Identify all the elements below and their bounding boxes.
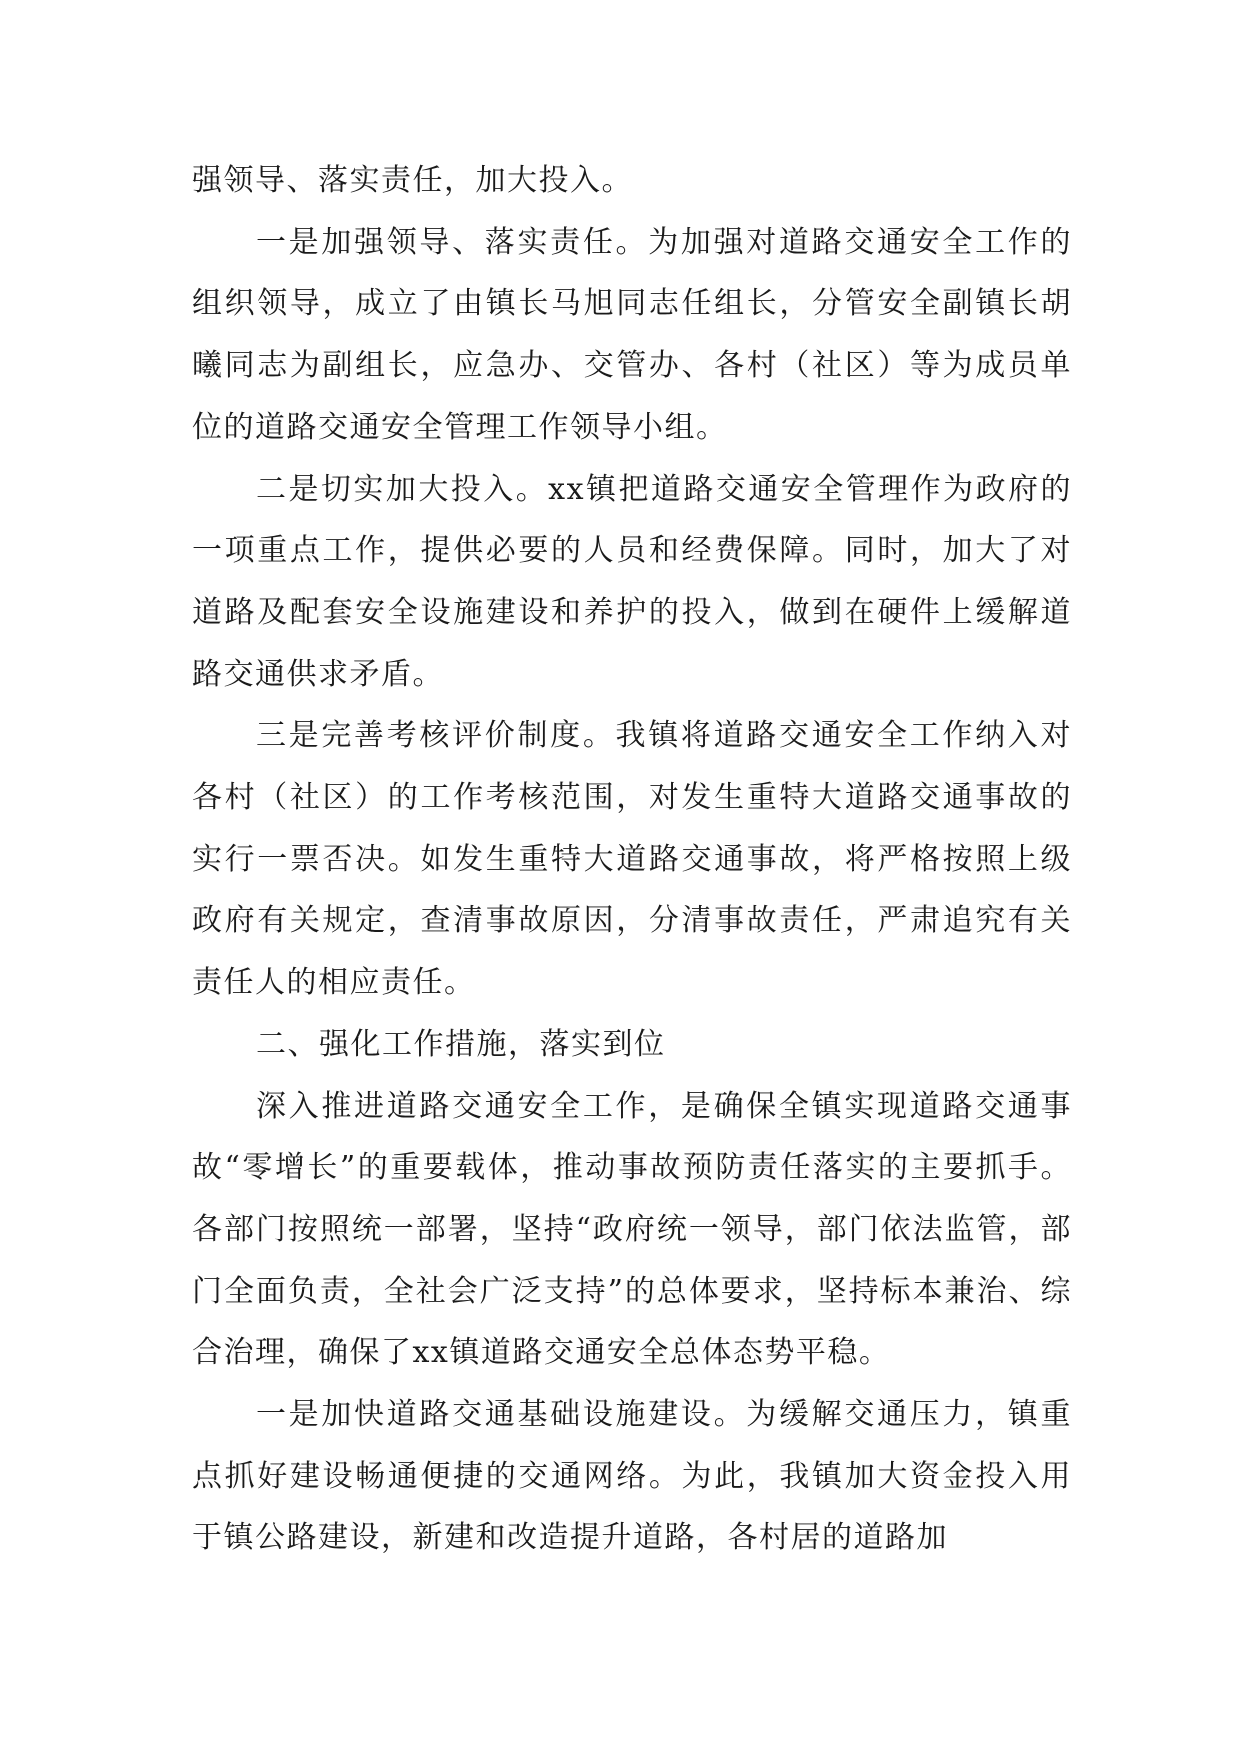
paragraph-leadership: 一是加强领导、落实责任。为加强对道路交通安全工作的组织领导，成立了由镇长马旭同志任组长，分管安全副镇长胡曦同志为副组长，应急办、交管办、各村（社区）等为成员单位的道路交通安全管理工作领导小组。	[192, 224, 1072, 445]
paragraph-assessment: 三是完善考核评价制度。我镇将道路交通安全工作纳入对各村（社区）的工作考核范围，对发生重特大道路交通事故的实行一票否决。如发生重特大道路交通事故，将严格按照上级政府有关规定，查清事故原因，分清事故责任，严肃追究有关责任人的相应责任。	[192, 718, 1072, 1001]
paragraph-measures-intro: 深入推进道路交通安全工作，是确保全镇实现道路交通事故“零增长”的重要载体，推动事故预防责任落实的主要抓手。各部门按照统一部署，坚持“政府统一领导，部门依法监管，部门全面负责，全社会广泛支持”的总体要求，坚持标本兼治、综合治理，确保了xx镇道路交通安全总体态势平稳。	[192, 1088, 1072, 1371]
document-body	[192, 150, 1072, 1569]
paragraph-infrastructure: 一是加快道路交通基础设施建设。为缓解交通压力，镇重点抓好建设畅通便捷的交通网络。为此，我镇加大资金投入用于镇公路建设，新建和改造提升道路，各村居的道路加	[192, 1397, 1072, 1556]
paragraph-investment: 二是切实加大投入。xx镇把道路交通安全管理作为政府的一项重点工作，提供必要的人员和经费保障。同时，加大了对道路及配套安全设施建设和养护的投入，做到在硬件上缓解道路交通供求矛盾。	[192, 471, 1072, 692]
section-heading-measures: 二、强化工作措施，落实到位	[256, 1026, 666, 1062]
paragraph-continuation: 强领导、落实责任，加大投入。	[192, 163, 633, 198]
